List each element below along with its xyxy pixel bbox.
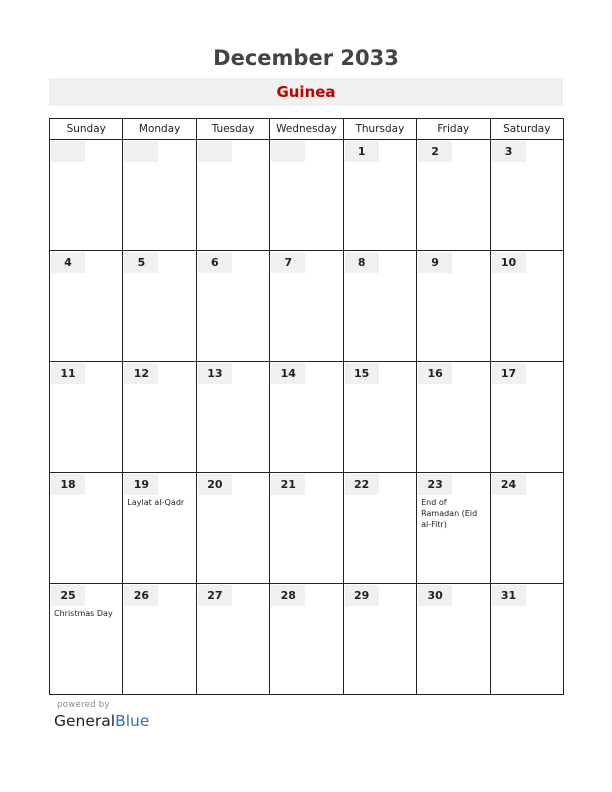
day-number: 15 (345, 363, 379, 384)
calendar-week-row (50, 584, 564, 695)
day-number: 24 (492, 474, 526, 495)
calendar-day-cell (417, 251, 490, 362)
day-number: 7 (271, 252, 305, 273)
calendar-day-cell (196, 251, 269, 362)
day-number: 22 (345, 474, 379, 495)
calendar-day-cell (50, 584, 123, 695)
calendar-day-cell (343, 140, 416, 251)
brand-logo[interactable] (54, 712, 149, 730)
calendar-day-cell (343, 251, 416, 362)
calendar-day-cell (270, 473, 343, 584)
calendar-day-cell (417, 140, 490, 251)
brand-name-part2: Blue (115, 712, 150, 730)
powered-by-label: powered by (57, 700, 110, 710)
weekday-saturday: Saturday (490, 119, 563, 140)
calendar-week-row (50, 362, 564, 473)
weekday-tuesday: Tuesday (196, 119, 269, 140)
calendar-day-cell (123, 140, 196, 251)
calendar-week-row (50, 140, 564, 251)
day-number: 6 (198, 252, 232, 273)
day-number: 3 (492, 141, 526, 162)
calendar-day-cell (50, 140, 123, 251)
weekday-thursday: Thursday (343, 119, 416, 140)
holiday-label: Christmas Day (54, 609, 113, 618)
day-number: 30 (418, 585, 452, 606)
country-banner (49, 78, 563, 106)
calendar-day-cell (270, 362, 343, 473)
day-number: 26 (124, 585, 158, 606)
calendar-day-cell (490, 584, 563, 695)
day-number: 18 (51, 474, 85, 495)
calendar-day-cell (196, 584, 269, 695)
day-number: 11 (51, 363, 85, 384)
day-number: 27 (198, 585, 232, 606)
holiday-label: End of Ramadan (Eid al-Fitr) (421, 498, 478, 529)
day-number (271, 141, 305, 162)
day-number: 13 (198, 363, 232, 384)
weekday-wednesday: Wednesday (270, 119, 343, 140)
day-number (124, 141, 158, 162)
day-number: 23 (418, 474, 452, 495)
day-number: 16 (418, 363, 452, 384)
calendar-week-row (50, 473, 564, 584)
calendar-day-cell (343, 584, 416, 695)
day-number: 4 (51, 252, 85, 273)
calendar-day-cell (417, 473, 490, 584)
day-number: 31 (492, 585, 526, 606)
day-number: 2 (418, 141, 452, 162)
calendar-day-cell (270, 584, 343, 695)
weekday-header-row (50, 119, 564, 140)
calendar-day-cell (343, 362, 416, 473)
day-number: 20 (198, 474, 232, 495)
day-number: 29 (345, 585, 379, 606)
calendar-day-cell (490, 473, 563, 584)
calendar-day-cell (196, 473, 269, 584)
weekday-friday: Friday (417, 119, 490, 140)
weekday-monday: Monday (123, 119, 196, 140)
day-number: 5 (124, 252, 158, 273)
calendar-day-cell (123, 473, 196, 584)
day-number: 12 (124, 363, 158, 384)
brand-name-part1: General (54, 712, 116, 730)
day-number: 14 (271, 363, 305, 384)
calendar-week-row (50, 251, 564, 362)
calendar-day-cell (490, 362, 563, 473)
day-number (51, 141, 85, 162)
day-number: 1 (345, 141, 379, 162)
calendar-day-cell (270, 140, 343, 251)
day-number: 19 (124, 474, 158, 495)
weekday-sunday: Sunday (50, 119, 123, 140)
calendar-day-cell (196, 362, 269, 473)
holiday-label: Laylat al-Qadr (127, 498, 185, 507)
calendar-day-cell (123, 584, 196, 695)
calendar-day-cell (196, 140, 269, 251)
calendar-day-cell (490, 251, 563, 362)
country-name: Guinea (276, 83, 336, 101)
day-number: 10 (492, 252, 526, 273)
calendar-day-cell (343, 473, 416, 584)
day-number: 9 (418, 252, 452, 273)
day-number: 28 (271, 585, 305, 606)
day-number: 17 (492, 363, 526, 384)
calendar-day-cell (417, 584, 490, 695)
day-number (198, 141, 232, 162)
calendar-day-cell (50, 362, 123, 473)
calendar-day-cell (270, 251, 343, 362)
calendar-grid (49, 118, 564, 695)
calendar-day-cell (417, 362, 490, 473)
page-title: December 2033 (213, 46, 399, 70)
calendar-day-cell (123, 251, 196, 362)
calendar-day-cell (123, 362, 196, 473)
calendar-day-cell (490, 140, 563, 251)
day-number: 8 (345, 252, 379, 273)
calendar-day-cell (50, 251, 123, 362)
calendar-day-cell (50, 473, 123, 584)
day-number: 21 (271, 474, 305, 495)
day-number: 25 (51, 585, 85, 606)
